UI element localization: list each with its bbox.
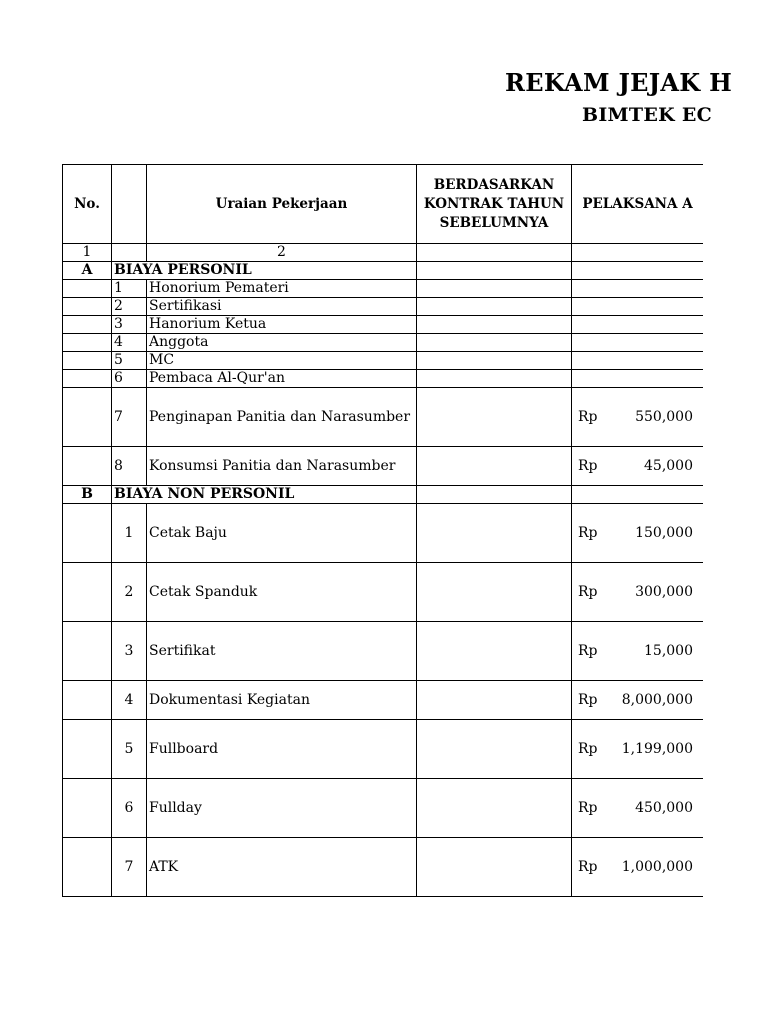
table-row bbox=[63, 779, 704, 838]
table-row bbox=[63, 447, 704, 486]
item-number: 3 bbox=[112, 622, 147, 681]
item-price bbox=[572, 370, 704, 388]
item-price bbox=[572, 838, 704, 897]
section-code: A bbox=[63, 262, 112, 280]
empty-cell bbox=[63, 352, 112, 370]
empty-cell bbox=[417, 486, 572, 504]
currency-label: Rp bbox=[578, 524, 598, 541]
budget-table bbox=[62, 164, 703, 897]
item-description: MC bbox=[147, 352, 417, 370]
empty-cell bbox=[63, 316, 112, 334]
section-b-items bbox=[63, 504, 704, 897]
header-row bbox=[63, 165, 704, 244]
item-description: Anggota bbox=[147, 334, 417, 352]
currency-label: Rp bbox=[578, 583, 598, 600]
item-description: Fullday bbox=[147, 779, 417, 838]
currency-label: Rp bbox=[578, 691, 598, 708]
empty-cell bbox=[63, 622, 112, 681]
item-price bbox=[572, 334, 704, 352]
item-number: 7 bbox=[112, 838, 147, 897]
empty-cell bbox=[417, 334, 572, 352]
empty-cell bbox=[417, 622, 572, 681]
item-price bbox=[572, 316, 704, 334]
index-empty bbox=[417, 244, 572, 262]
header-pelaksana: PELAKSANA A bbox=[572, 165, 704, 244]
section-a-items bbox=[63, 280, 704, 486]
currency-label: Rp bbox=[578, 642, 598, 659]
item-number: 5 bbox=[112, 352, 147, 370]
empty-cell bbox=[63, 298, 112, 316]
empty-cell bbox=[63, 720, 112, 779]
empty-cell bbox=[417, 316, 572, 334]
currency-label: Rp bbox=[578, 858, 598, 875]
index-empty bbox=[572, 244, 704, 262]
empty-cell bbox=[63, 334, 112, 352]
item-number: 7 bbox=[112, 388, 147, 447]
item-description: Cetak Spanduk bbox=[147, 563, 417, 622]
empty-cell bbox=[63, 370, 112, 388]
empty-cell bbox=[63, 504, 112, 563]
table-row bbox=[63, 622, 704, 681]
item-description: Penginapan Panitia dan Narasumber bbox=[147, 388, 417, 447]
empty-cell bbox=[63, 280, 112, 298]
item-price bbox=[572, 622, 704, 681]
item-description: Pembaca Al-Qur'an bbox=[147, 370, 417, 388]
item-price bbox=[572, 388, 704, 447]
item-price bbox=[572, 447, 704, 486]
header-uraian: Uraian Pekerjaan bbox=[147, 165, 417, 244]
empty-cell bbox=[63, 447, 112, 486]
table-row bbox=[63, 388, 704, 447]
item-number: 8 bbox=[112, 447, 147, 486]
item-description: Sertifikasi bbox=[147, 298, 417, 316]
amount-value: 45,000 bbox=[644, 457, 693, 474]
item-number: 4 bbox=[112, 334, 147, 352]
item-description: Dokumentasi Kegiatan bbox=[147, 681, 417, 720]
document-subtitle: BIMTEK EC bbox=[582, 104, 713, 126]
empty-cell bbox=[417, 352, 572, 370]
empty-cell bbox=[417, 370, 572, 388]
item-price bbox=[572, 298, 704, 316]
amount-value: 150,000 bbox=[635, 524, 693, 541]
empty-cell bbox=[417, 298, 572, 316]
item-description: ATK bbox=[147, 838, 417, 897]
empty-cell bbox=[417, 262, 572, 280]
item-number: 1 bbox=[112, 504, 147, 563]
currency-label: Rp bbox=[578, 799, 598, 816]
amount-value: 8,000,000 bbox=[621, 691, 693, 708]
index-row bbox=[63, 244, 704, 262]
document-title: REKAM JEJAK H bbox=[505, 68, 733, 97]
index-col2: 2 bbox=[147, 244, 417, 262]
empty-cell bbox=[63, 838, 112, 897]
item-price bbox=[572, 720, 704, 779]
empty-cell bbox=[63, 388, 112, 447]
item-price bbox=[572, 504, 704, 563]
table-row bbox=[63, 681, 704, 720]
table-row bbox=[63, 280, 704, 298]
header-kontrak: BERDASARKAN KONTRAK TAHUN SEBELUMNYA bbox=[417, 165, 572, 244]
item-number: 2 bbox=[112, 298, 147, 316]
item-number: 1 bbox=[112, 280, 147, 298]
section-label: BIAYA PERSONIL bbox=[112, 262, 417, 280]
table-row bbox=[63, 838, 704, 897]
empty-cell bbox=[417, 563, 572, 622]
item-number: 3 bbox=[112, 316, 147, 334]
currency-label: Rp bbox=[578, 457, 598, 474]
item-price bbox=[572, 779, 704, 838]
empty-cell bbox=[572, 262, 704, 280]
item-description: Cetak Baju bbox=[147, 504, 417, 563]
empty-cell bbox=[417, 681, 572, 720]
empty-cell bbox=[417, 779, 572, 838]
amount-value: 450,000 bbox=[635, 799, 693, 816]
currency-label: Rp bbox=[578, 408, 598, 425]
item-description: Sertifikat bbox=[147, 622, 417, 681]
empty-cell bbox=[417, 720, 572, 779]
empty-cell bbox=[572, 486, 704, 504]
item-description: Honorium Pemateri bbox=[147, 280, 417, 298]
item-description: Konsumsi Panitia dan Narasumber bbox=[147, 447, 417, 486]
section-code: B bbox=[63, 486, 112, 504]
empty-cell bbox=[417, 504, 572, 563]
item-description: Hanorium Ketua bbox=[147, 316, 417, 334]
section-label: BIAYA NON PERSONIL bbox=[112, 486, 417, 504]
index-col1: 1 bbox=[63, 244, 112, 262]
table-row bbox=[63, 370, 704, 388]
section-row-a bbox=[63, 262, 704, 280]
item-number: 6 bbox=[112, 779, 147, 838]
amount-value: 15,000 bbox=[644, 642, 693, 659]
index-empty bbox=[112, 244, 147, 262]
empty-cell bbox=[63, 779, 112, 838]
amount-value: 1,000,000 bbox=[621, 858, 693, 875]
table-row bbox=[63, 352, 704, 370]
empty-cell bbox=[63, 563, 112, 622]
amount-value: 550,000 bbox=[635, 408, 693, 425]
empty-cell bbox=[417, 388, 572, 447]
table-row bbox=[63, 720, 704, 779]
table-row bbox=[63, 298, 704, 316]
currency-label: Rp bbox=[578, 740, 598, 757]
table-row bbox=[63, 334, 704, 352]
item-price bbox=[572, 280, 704, 298]
section-row-b bbox=[63, 486, 704, 504]
table-row bbox=[63, 316, 704, 334]
empty-cell bbox=[417, 447, 572, 486]
item-number: 6 bbox=[112, 370, 147, 388]
header-sub-no bbox=[112, 165, 147, 244]
empty-cell bbox=[417, 280, 572, 298]
empty-cell bbox=[417, 838, 572, 897]
amount-value: 300,000 bbox=[635, 583, 693, 600]
item-description: Fullboard bbox=[147, 720, 417, 779]
table-row bbox=[63, 504, 704, 563]
item-number: 2 bbox=[112, 563, 147, 622]
item-price bbox=[572, 352, 704, 370]
empty-cell bbox=[63, 681, 112, 720]
item-number: 4 bbox=[112, 681, 147, 720]
header-no: No. bbox=[63, 165, 112, 244]
item-price bbox=[572, 681, 704, 720]
amount-value: 1,199,000 bbox=[621, 740, 693, 757]
table-row bbox=[63, 563, 704, 622]
item-price bbox=[572, 563, 704, 622]
item-number: 5 bbox=[112, 720, 147, 779]
